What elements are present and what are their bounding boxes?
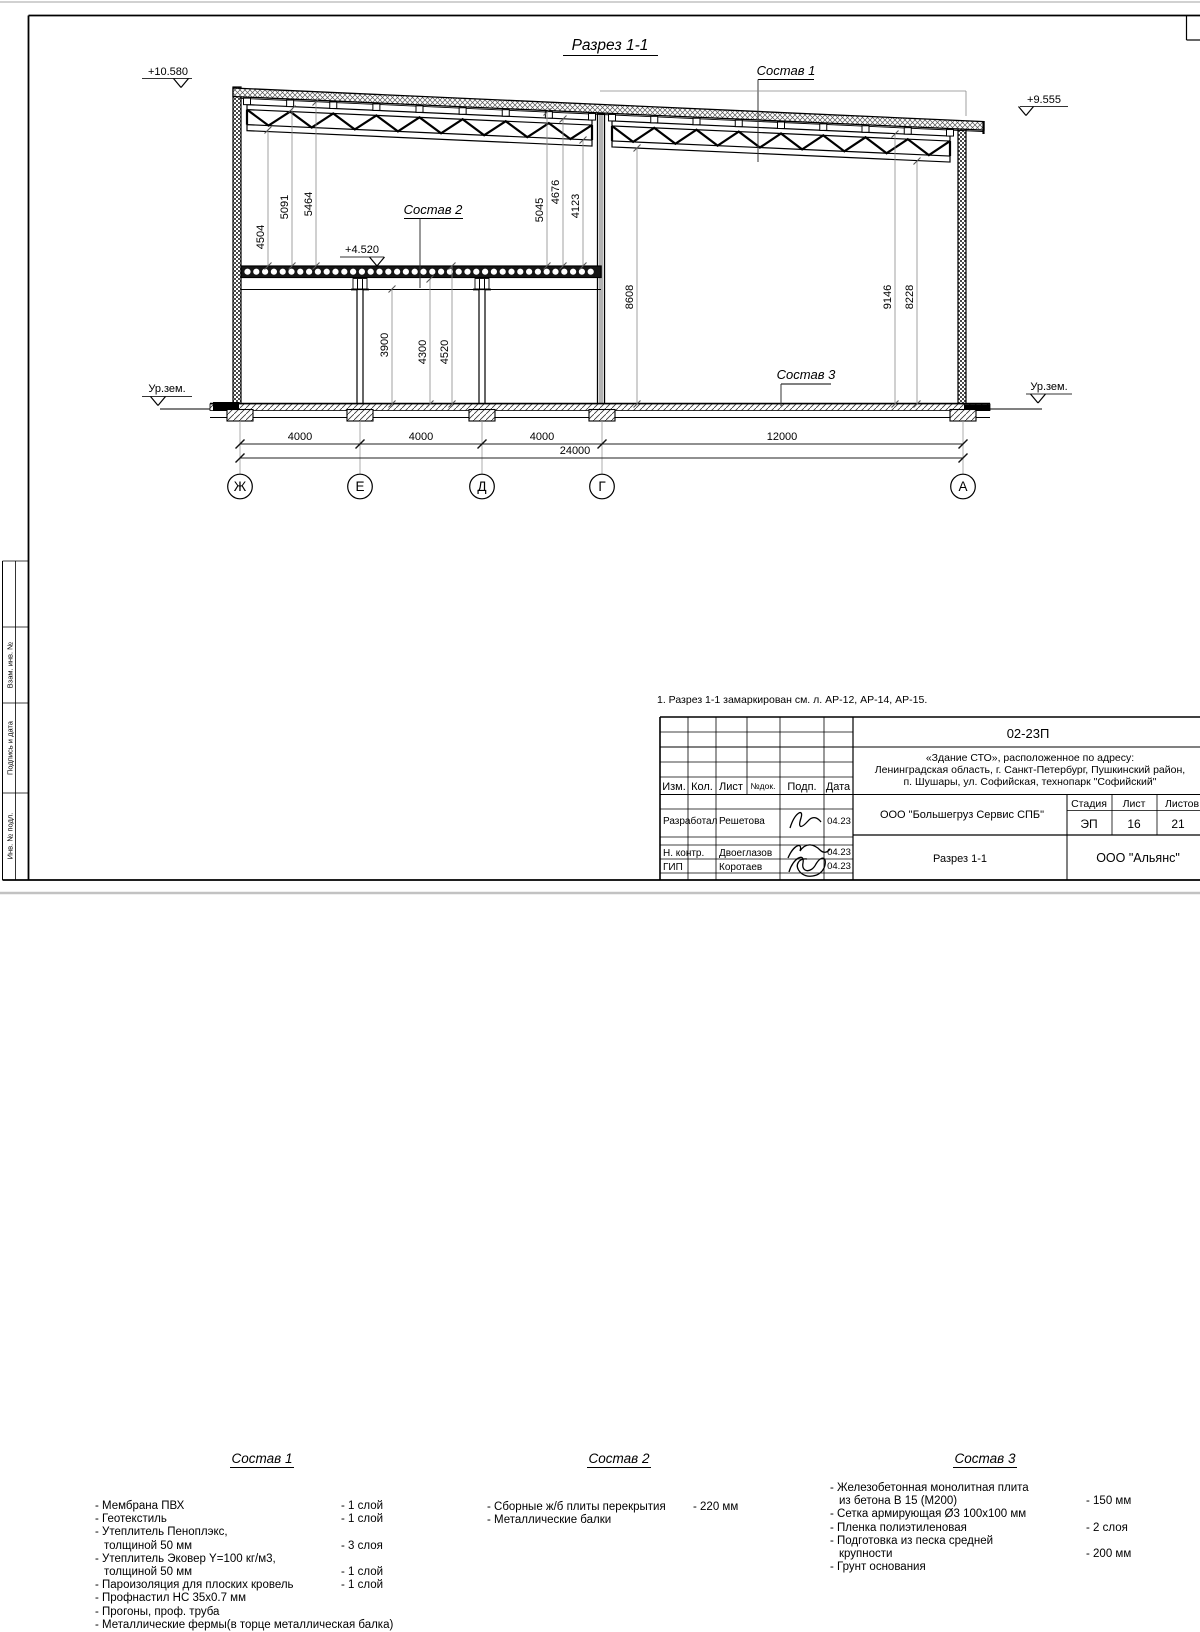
composition-item: толщиной 50 мм - 1 слой xyxy=(104,1565,384,1578)
composition-qty: - 2 слоя xyxy=(1086,1521,1128,1534)
dim-height: 5464 xyxy=(303,191,315,217)
composition-item: толщиной 50 мм - 3 слоя xyxy=(104,1539,383,1552)
dim-height: 3900 xyxy=(379,332,391,358)
composition-item: - Пленка полиэтиленовая - 2 слоя xyxy=(830,1521,1128,1534)
view-title: Разрез 1-1 xyxy=(571,37,649,54)
composition-title: Состав 1 xyxy=(231,1451,293,1466)
stamp-sheet-label: Лист xyxy=(1122,798,1146,810)
composition-qty: - 1 слой xyxy=(341,1565,384,1578)
stamp-address-2: Ленинградская область, г. Санкт-Петербург, Пушкинский район, xyxy=(874,764,1186,776)
stamp-date-3: 04.23 xyxy=(827,861,851,872)
dim-height: 9146 xyxy=(882,284,894,310)
elevation-top-left: +10.580 xyxy=(147,66,189,78)
callout-sostav-3: Состав 3 xyxy=(776,367,836,382)
stamp-org: ООО "Большегруз Сервис СПБ" xyxy=(879,809,1045,821)
stamp-sheets-value: 21 xyxy=(1171,817,1185,831)
dim-height: 4123 xyxy=(570,193,582,219)
grid-axis-Д: Д xyxy=(477,479,487,494)
composition-item: - Геотекстиль - 1 слой xyxy=(95,1513,384,1526)
callout-sostav-2: Состав 2 xyxy=(403,202,463,217)
composition-item: - Сборные ж/б плиты перекрытия - 220 мм xyxy=(487,1501,739,1513)
stamp-address-3: п. Шушары, ул. Софийская, технопарк "Софийский" xyxy=(903,776,1157,788)
composition-item: - Прогоны, проф. труба xyxy=(95,1605,220,1618)
composition-qty: - 3 слоя xyxy=(341,1539,383,1552)
dim-height: 4520 xyxy=(439,339,451,365)
stamp-col-list: Лист xyxy=(719,781,743,793)
composition-qty: - 200 мм xyxy=(1086,1547,1132,1560)
grid-axis-А: А xyxy=(958,479,968,494)
callout-sostav-1: Состав 1 xyxy=(756,63,816,78)
composition-item: - Железобетонная монолитная плита xyxy=(830,1482,1029,1494)
stamp-name-2: Двоеглазов xyxy=(719,848,773,859)
dim-height: 8608 xyxy=(624,284,636,310)
frame-label-inv: Инв. № подл. xyxy=(5,812,15,860)
composition-qty: - 220 мм xyxy=(693,1501,739,1513)
stamp-date-2: 04.23 xyxy=(827,847,851,858)
dim-span: 4000 xyxy=(287,431,313,443)
stamp-stage-label: Стадия xyxy=(1071,798,1107,810)
dim-span: 4000 xyxy=(408,431,434,443)
stamp-drawing-title: Разрез 1-1 xyxy=(932,853,988,865)
note-text: 1. Разрез 1-1 замаркирован см. л. АР-12, АР-14, АР-15. xyxy=(657,694,928,706)
elevation-floor: +4.520 xyxy=(345,244,379,256)
stamp-sheets-label: Листов xyxy=(1164,798,1200,810)
dim-height: 8228 xyxy=(904,284,916,310)
stamp-col-dok: №док. xyxy=(750,781,776,791)
composition-list xyxy=(95,1500,445,1632)
composition-title: Состав 2 xyxy=(588,1451,650,1466)
stamp-stage-value: ЭП xyxy=(1080,817,1098,831)
composition-qty: - 1 слой xyxy=(341,1579,384,1592)
composition-item: из бетона В 15 (М200) - 150 мм xyxy=(839,1495,1132,1508)
ground-level-left: Ур.зем. xyxy=(148,383,186,395)
stamp-name-3: Коротаев xyxy=(719,862,763,873)
dim-span: 12000 xyxy=(766,431,798,443)
composition-qty: - 1 слой xyxy=(341,1513,384,1526)
stamp-col-data: Дата xyxy=(825,781,851,793)
grid-axis-Е: Е xyxy=(355,479,365,494)
composition-item: крупности - 200 мм xyxy=(839,1547,1132,1560)
composition-qty: - 150 мм xyxy=(1086,1495,1132,1508)
stamp-sheet-value: 16 xyxy=(1127,817,1141,831)
stamp-role-3: ГИП xyxy=(663,862,683,873)
elevation-top-right: +9.555 xyxy=(1027,94,1061,106)
grid-axis-Ж: Ж xyxy=(233,479,247,494)
ground-level-right: Ур.зем. xyxy=(1030,381,1068,393)
dim-height: 4676 xyxy=(550,179,562,205)
composition-item: - Мембрана ПВХ - 1 слой xyxy=(95,1500,384,1512)
composition-item: - Металлические фермы(в торце металлическая балка) xyxy=(95,1618,394,1631)
stamp-date-1: 04.23 xyxy=(827,816,851,827)
composition-item: - Пароизоляция для плоских кровель - 1 слой xyxy=(95,1579,384,1592)
stamp-company: ООО "Альянс" xyxy=(1096,851,1180,865)
composition-item: - Сетка армирующая Ø3 100х100 мм xyxy=(830,1508,1027,1521)
grid-axis-Г: Г xyxy=(598,479,606,494)
dim-height: 5045 xyxy=(534,197,546,223)
frame-label-podpis: Подпись и дата xyxy=(5,721,15,775)
stamp-role-2: Н. контр. xyxy=(663,848,705,859)
composition-item: - Утеплитель Пеноплэкс, xyxy=(95,1526,228,1539)
dim-height: 4504 xyxy=(255,224,267,250)
dim-total: 24000 xyxy=(559,445,591,457)
composition-item: - Металлические балки xyxy=(487,1514,612,1527)
stamp-address-1: «Здание СТО», расположенное по адресу: xyxy=(925,752,1135,764)
composition-qty: - 1 слой xyxy=(341,1500,384,1512)
composition-list xyxy=(830,1482,1160,1574)
dim-span: 4000 xyxy=(529,431,555,443)
stamp-col-podp: Подп. xyxy=(787,781,817,793)
composition-item: - Профнастил НС 35х0.7 мм xyxy=(95,1592,246,1605)
dim-height: 4300 xyxy=(417,339,429,365)
stamp-col-kol: Кол. xyxy=(691,781,713,793)
stamp-role-1: Разработал xyxy=(663,816,718,827)
composition-item: - Утеплитель Эковер Y=100 кг/м3, xyxy=(95,1552,276,1565)
composition-item: - Грунт основания xyxy=(830,1561,926,1574)
stamp-col-izm: Изм. xyxy=(662,781,686,793)
composition-list xyxy=(487,1501,787,1527)
dim-height: 5091 xyxy=(279,194,291,220)
composition-item: - Подготовка из песка средней xyxy=(830,1534,994,1547)
frame-label-vzam: Взам. инв. № xyxy=(5,641,15,689)
stamp-doc-number: 02-23П xyxy=(1006,726,1050,741)
stamp-name-1: Решетова xyxy=(719,816,765,827)
composition-title: Состав 3 xyxy=(954,1451,1016,1466)
